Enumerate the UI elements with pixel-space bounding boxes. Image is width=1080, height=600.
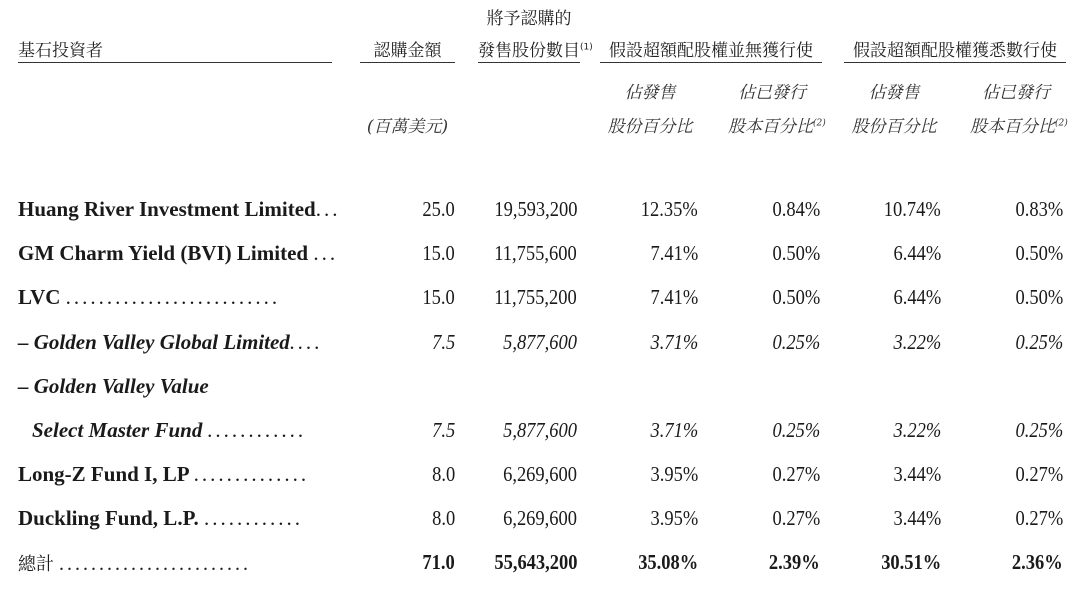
shares-value: 11,755,600 bbox=[494, 241, 577, 265]
pct-offer-no-exercise: 3.95% bbox=[650, 506, 698, 530]
pct-offer-no-exercise: 3.95% bbox=[650, 462, 698, 486]
shares-value: 6,269,600 bbox=[503, 506, 577, 530]
amount-unit: (百萬美元) bbox=[366, 117, 449, 137]
investor-header: 基石投資者 bbox=[18, 41, 103, 61]
pct-issued-full-exercise: 0.50% bbox=[1015, 241, 1063, 265]
investor-name: Select Master Fund ............ bbox=[32, 418, 307, 442]
shares-value: 11,755,200 bbox=[494, 285, 577, 309]
pct-offer-header-1-line2: 股份百分比 bbox=[607, 117, 693, 137]
investor-name: GM Charm Yield (BVI) Limited ... bbox=[18, 241, 339, 265]
pct-offer-full-exercise: 6.44% bbox=[893, 241, 941, 265]
pct-issued-header-1-line2: 股本百分比$^{(2)}$ bbox=[728, 117, 826, 137]
pct-offer-full-exercise: 6.44% bbox=[893, 285, 941, 309]
pct-offer-no-exercise: 12.35% bbox=[641, 197, 698, 221]
pct-offer-header-2-line2: 股份百分比 bbox=[851, 117, 937, 137]
shares-value: 5,877,600 bbox=[503, 330, 577, 354]
total-pct-offer-no-exercise: 35.08% bbox=[637, 550, 698, 574]
pct-offer-full-exercise: 3.22% bbox=[893, 418, 941, 442]
pct-issued-header-2-line1: 佔已發行 bbox=[982, 83, 1050, 103]
shares-header-rule bbox=[478, 62, 580, 63]
amount-value: 7.5 bbox=[431, 330, 455, 354]
pct-issued-full-exercise: 0.50% bbox=[1015, 285, 1063, 309]
pct-issued-no-exercise: 0.50% bbox=[772, 285, 820, 309]
amount-value: 15.0 bbox=[422, 285, 455, 309]
total-pct-issued-no-exercise: 2.39% bbox=[769, 550, 820, 574]
amount-value: 7.5 bbox=[431, 418, 455, 442]
pct-issued-no-exercise: 0.27% bbox=[772, 462, 820, 486]
pct-issued-header-1-line1: 佔已發行 bbox=[738, 83, 806, 103]
group-no-exercise-header: 假設超額配股權並無獲行使 bbox=[609, 41, 813, 61]
investor-name: – Golden Valley Global Limited.... bbox=[18, 330, 323, 354]
amount-value: 8.0 bbox=[431, 506, 455, 530]
amount-header: 認購金額 bbox=[373, 41, 442, 61]
pct-issued-full-exercise: 0.25% bbox=[1015, 330, 1063, 354]
investor-header-rule bbox=[18, 62, 332, 63]
shares-value: 5,877,600 bbox=[503, 418, 577, 442]
pct-issued-no-exercise: 0.25% bbox=[772, 418, 820, 442]
pct-offer-no-exercise: 7.41% bbox=[650, 285, 698, 309]
group-full-exercise-header: 假設超額配股權獲悉數行使 bbox=[853, 41, 1057, 61]
pct-offer-no-exercise: 3.71% bbox=[650, 330, 698, 354]
amount-value: 25.0 bbox=[422, 197, 455, 221]
pct-offer-no-exercise: 3.71% bbox=[650, 418, 698, 442]
pct-issued-full-exercise: 0.83% bbox=[1015, 197, 1063, 221]
shares-header-line1: 將予認購的 bbox=[486, 9, 572, 29]
pct-offer-header-2-line1: 佔發售 bbox=[868, 83, 920, 103]
pct-offer-header-1-line1: 佔發售 bbox=[624, 83, 676, 103]
investor-name: Duckling Fund, L.P. ............ bbox=[18, 506, 303, 530]
pct-issued-no-exercise: 0.27% bbox=[772, 506, 820, 530]
shares-value: 6,269,600 bbox=[503, 462, 577, 486]
pct-issued-no-exercise: 0.50% bbox=[772, 241, 820, 265]
total-pct-issued-full-exercise: 2.36% bbox=[1012, 550, 1063, 574]
total-pct-offer-full-exercise: 30.51% bbox=[880, 550, 941, 574]
pct-offer-full-exercise: 3.22% bbox=[893, 330, 941, 354]
total-amount: 71.0 bbox=[422, 550, 455, 574]
amount-value: 8.0 bbox=[431, 462, 455, 486]
total-shares: 55,643,200 bbox=[493, 550, 577, 574]
pct-offer-full-exercise: 3.44% bbox=[893, 506, 941, 530]
amount-value: 15.0 bbox=[422, 241, 455, 265]
pct-issued-header-2-line2: 股本百分比$^{(2)}$ bbox=[970, 117, 1068, 137]
pct-offer-full-exercise: 3.44% bbox=[893, 462, 941, 486]
pct-issued-full-exercise: 0.27% bbox=[1015, 462, 1063, 486]
pct-issued-full-exercise: 0.25% bbox=[1015, 418, 1063, 442]
pct-issued-no-exercise: 0.25% bbox=[772, 330, 820, 354]
investor-name: Long-Z Fund I, LP .............. bbox=[18, 462, 310, 486]
pct-issued-no-exercise: 0.84% bbox=[772, 197, 820, 221]
investor-name-line1: – Golden Valley Value bbox=[18, 374, 209, 398]
shares-value: 19,593,200 bbox=[493, 197, 577, 221]
group-no-exercise-rule bbox=[600, 62, 822, 63]
pct-issued-full-exercise: 0.27% bbox=[1015, 506, 1063, 530]
total-label: 總計 ........................ bbox=[18, 553, 251, 575]
investor-name: Huang River Investment Limited... bbox=[18, 197, 341, 221]
pct-offer-full-exercise: 10.74% bbox=[884, 197, 941, 221]
amount-header-rule bbox=[360, 62, 455, 63]
pct-offer-no-exercise: 7.41% bbox=[650, 241, 698, 265]
investor-name: LVC .......................... bbox=[18, 285, 281, 309]
group-full-exercise-rule bbox=[844, 62, 1066, 63]
shares-header-line2: 發售股份數目$^{(1)}$ bbox=[478, 41, 593, 61]
